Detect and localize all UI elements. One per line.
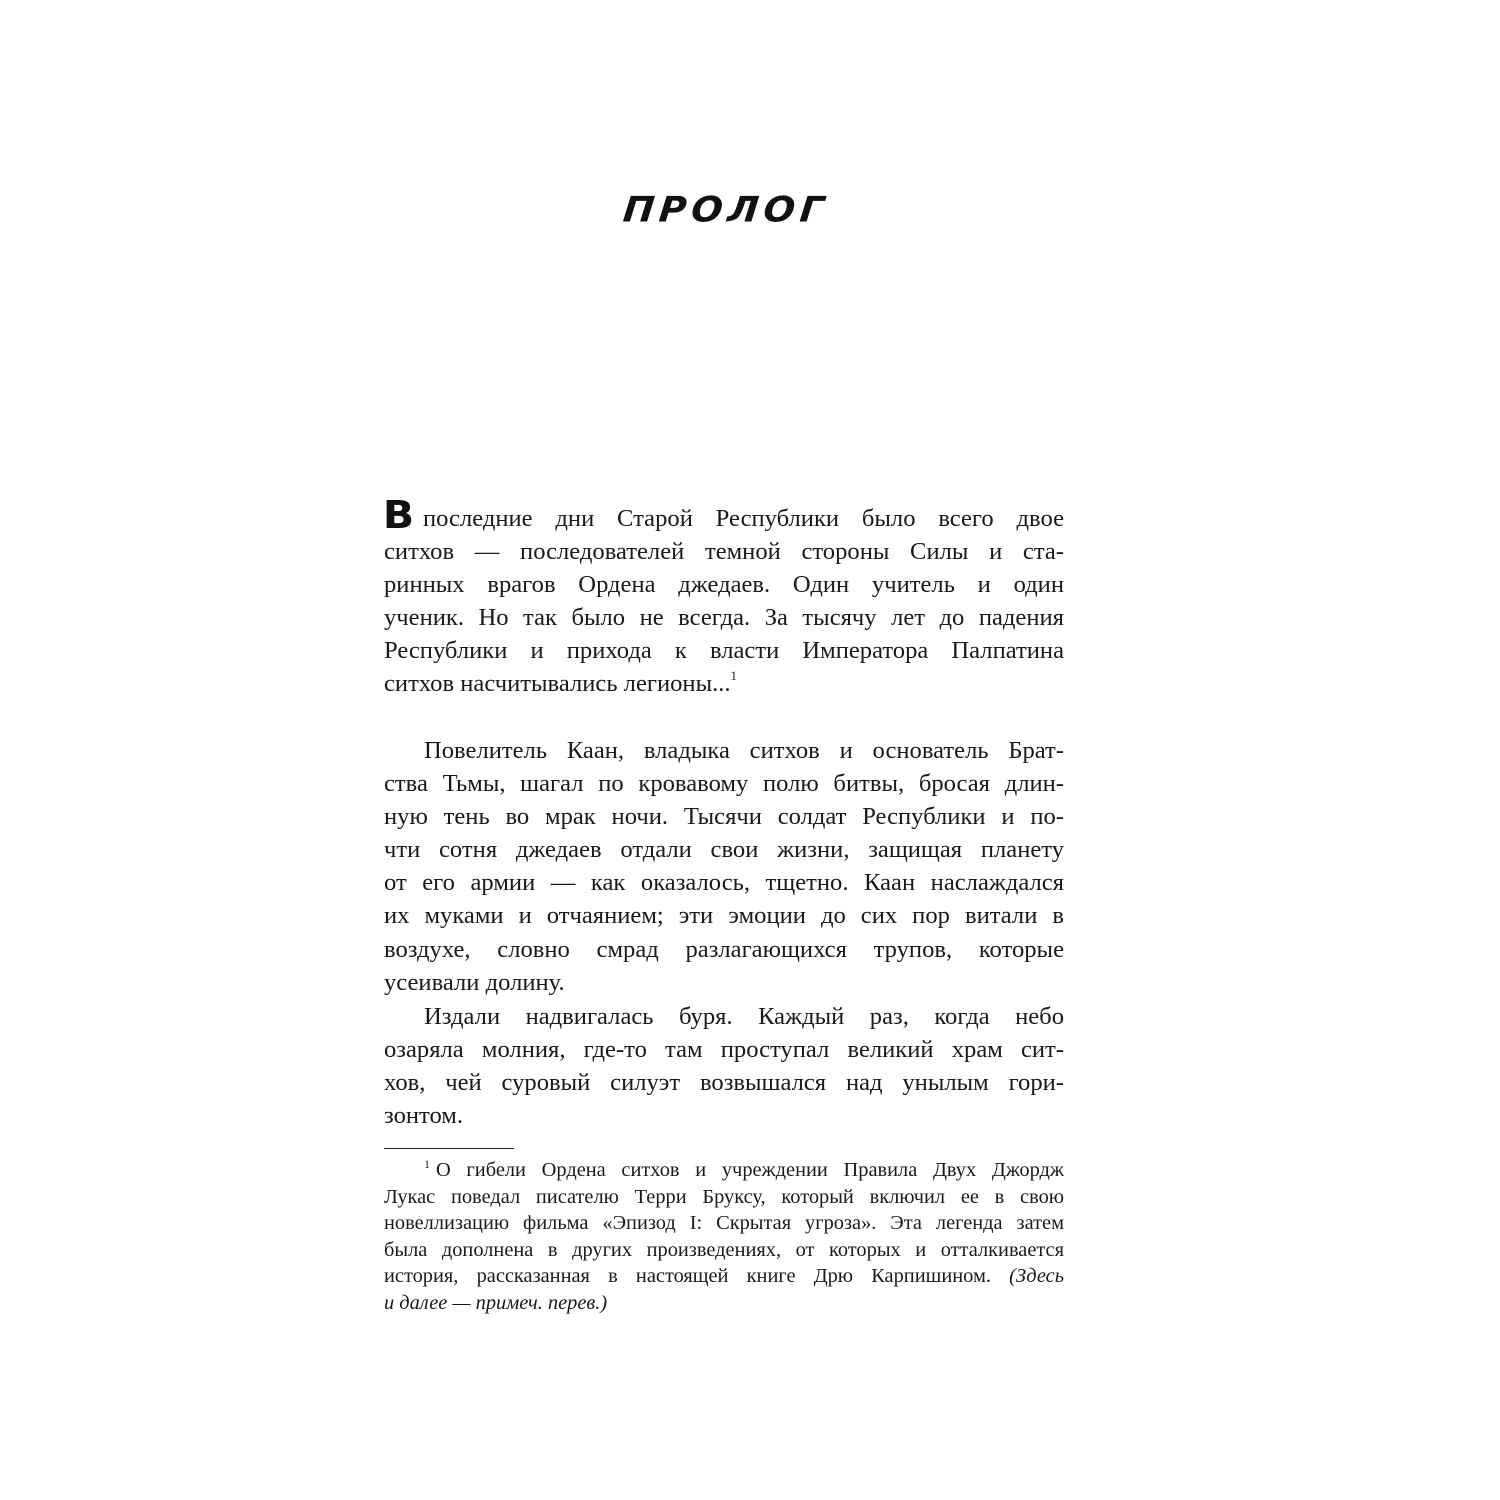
paragraph-2-line-4: чти сотня джедаев отдали свои жизни, защищая планету (384, 836, 1064, 864)
paragraph-3-line-4: зонтом. (384, 1102, 463, 1130)
paragraph-1-line-4: ученик. Но так было не всегда. За тысячу лет до падения (384, 604, 1064, 632)
footnote (384, 1157, 1064, 1316)
paragraph-1-line-5: Республики и прихода к власти Императора Палпатина (384, 637, 1064, 665)
paragraph-2-line-8: усеивали долину. (384, 968, 565, 996)
paragraph-2-line-2: ства Тьмы, шагал по кровавому полю битвы, бросая длин- (384, 770, 1064, 798)
footnote-line-6 (384, 1290, 1064, 1317)
footnote-line-4: была дополнена в других произведениях, от которых и отталкивается (384, 1238, 1064, 1261)
paragraph-1 (382, 493, 1064, 701)
paragraph-2 (384, 734, 1064, 999)
chapter-title: ПРОЛОГ (621, 189, 831, 230)
footnote-line-2: Лукас поведал писателю Терри Бруксу, который включил ее в свою (384, 1185, 1064, 1208)
paragraph-2-line-7: воздухе, словно смрад разлагающихся трупов, которые (384, 935, 1064, 963)
footnote-line-1 (384, 1157, 1064, 1184)
footnote-number: 1 (424, 1157, 430, 1171)
paragraph-1-line-2: ситхов — последователей темной стороны Силы и ста- (384, 538, 1064, 566)
paragraph-3-line-2: озаряла молния, где-то там проступал великий храм сит- (384, 1036, 1064, 1064)
text-line: ситхов насчитывались легионы... (384, 670, 731, 698)
paragraph-2-line-1: Повелитель Каан, владыка ситхов и основатель Брат- (424, 737, 1064, 764)
footnote-italic-note-end: и далее — примеч. перев.) (384, 1291, 608, 1314)
footnote-reference[interactable]: 1 (730, 668, 738, 684)
paragraph-1-line-1 (382, 493, 1064, 537)
paragraph-1-line-6 (384, 667, 1064, 700)
text-line: последние дни Старой Республики было всего двое (422, 505, 1064, 532)
footnote-divider (384, 1148, 514, 1149)
paragraph-2-line-5: от его армии — как оказалось, тщетно. Каан наслаждался (384, 869, 1064, 897)
paragraph-2-line-3: ную тень во мрак ночи. Тысячи солдат Республики и по- (384, 803, 1064, 831)
footnote-line-3: новеллизацию фильма «Эпизод I: Скрытая угроза». Эта легенда затем (384, 1212, 1064, 1234)
paragraph-3-line-3: хов, чей суровый силуэт возвышался над унылым гори- (384, 1069, 1064, 1097)
footnote-line-5 (384, 1263, 1064, 1290)
paragraph-1-line-3: ринных врагов Ордена джедаев. Один учитель и один (384, 571, 1064, 599)
text-line: история, рассказанная в настоящей книге Дрю Карпишином. (384, 1265, 991, 1287)
paragraph-3-line-1: Издали надвигалась буря. Каждый раз, когда небо (424, 1003, 1064, 1030)
drop-cap: В (382, 493, 415, 537)
footnote-italic-note: (Здесь (1009, 1265, 1064, 1287)
paragraph-3 (384, 1000, 1064, 1132)
paragraph-2-line-6: их муками и отчаянием; эти эмоции до сих пор витали в (384, 902, 1064, 930)
text-line: О гибели Ордена ситхов и учреждении Правила Двух Джордж (436, 1159, 1064, 1181)
